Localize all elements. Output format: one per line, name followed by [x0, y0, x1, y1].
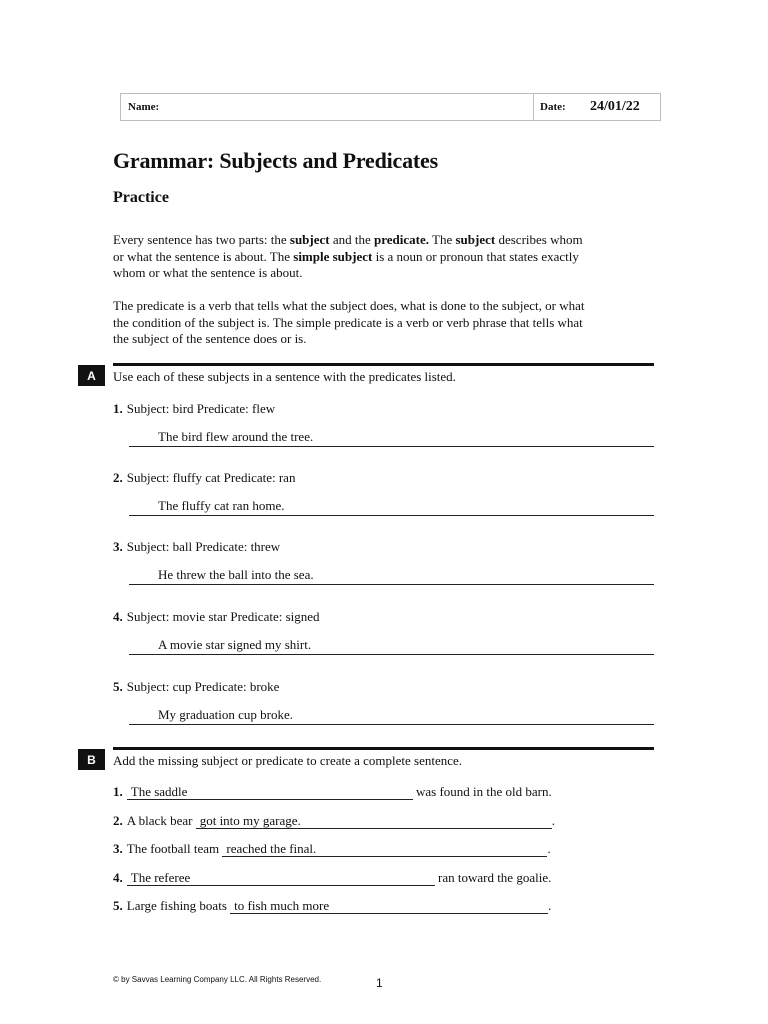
item-prompt: Subject: movie star Predicate: signed: [126, 609, 320, 624]
section-a-item: [113, 539, 280, 555]
item-number: 3.: [113, 539, 123, 554]
intro-run: Every sentence has two parts: the: [113, 232, 290, 247]
item-before-text: The football team: [126, 841, 223, 856]
answer-line[interactable]: [129, 498, 654, 516]
item-number: 1.: [113, 784, 123, 799]
intro-run: is a noun or pronoun that states exactly whom or what the sentence is about.: [113, 248, 579, 280]
item-number: 5.: [113, 679, 123, 694]
page-number: 1: [376, 976, 383, 990]
item-number: 1.: [113, 401, 123, 416]
section-b-item: [113, 870, 551, 888]
item-prompt: Subject: bird Predicate: flew: [126, 401, 276, 416]
section-b-item: [113, 841, 551, 859]
intro-run: predicate.: [374, 232, 430, 247]
item-number: 3.: [113, 841, 123, 856]
answer-line[interactable]: [129, 567, 654, 585]
section-b-item: [113, 813, 555, 831]
answer-text: to fish much more: [234, 898, 330, 913]
header-box: [120, 93, 661, 121]
section-b-instruction: Add the missing subject or predicate to create a complete sentence.: [113, 753, 463, 768]
item-after-text: .: [551, 813, 555, 828]
answer-line[interactable]: [129, 707, 654, 725]
item-before-text: A black bear: [126, 813, 196, 828]
date-label: Date:: [540, 101, 566, 113]
section-a-instruction: Use each of these subjects in a sentence with the predicates listed.: [113, 369, 456, 384]
item-after-text: .: [548, 898, 552, 913]
section-a-item: [113, 470, 295, 486]
copyright-footer: © by Savvas Learning Company LLC. All Rights Reserved.: [113, 975, 322, 984]
intro-run: The: [429, 232, 456, 247]
section-b-badge: B: [78, 749, 105, 770]
intro-paragraph-1: [113, 232, 593, 282]
answer-text: My graduation cup broke.: [158, 707, 294, 722]
answer-text: The referee: [130, 870, 191, 885]
section-a-item: [113, 609, 320, 625]
item-number: 2.: [113, 813, 123, 828]
section-a-item: [113, 679, 279, 695]
name-label: Name:: [128, 101, 160, 113]
answer-blank[interactable]: [196, 813, 552, 829]
answer-blank[interactable]: [127, 784, 413, 800]
section-a-badge: A: [78, 365, 105, 386]
item-after-text: ran toward the goalie.: [434, 870, 552, 885]
section-b-rule: [113, 747, 654, 750]
intro-run: describes whom or what the sentence is about. The: [113, 232, 583, 264]
intro-run: subject: [455, 232, 496, 247]
item-prompt: Subject: ball Predicate: threw: [126, 539, 281, 554]
answer-text: got into my garage.: [199, 813, 301, 828]
section-b-item: [113, 898, 551, 916]
answer-text: The bird flew around the tree.: [158, 429, 314, 444]
section-a-rule: [113, 363, 654, 366]
intro-run: subject: [289, 232, 330, 247]
item-after-text: .: [547, 841, 551, 856]
answer-line[interactable]: [129, 637, 654, 655]
answer-blank[interactable]: [127, 870, 435, 886]
item-prompt: Subject: fluffy cat Predicate: ran: [126, 470, 296, 485]
intro-paragraph-2: The predicate is a verb that tells what the subject does, what is done to the subject, or what the condition of the subject is. The simple predicate is a verb or verb phrase that tells what the subject of the sentence does or is.: [113, 298, 585, 346]
intro-run: and the: [329, 232, 375, 247]
answer-blank[interactable]: [222, 841, 547, 857]
item-number: 4.: [113, 870, 123, 885]
section-b-item: [113, 784, 552, 802]
item-number: 4.: [113, 609, 123, 624]
section-a-item: [113, 401, 275, 417]
answer-blank[interactable]: [230, 898, 548, 914]
answer-line[interactable]: [129, 429, 654, 447]
answer-text: The fluffy cat ran home.: [158, 498, 285, 513]
header-divider: [533, 94, 534, 120]
item-number: 5.: [113, 898, 123, 913]
item-after-text: was found in the old barn.: [412, 784, 552, 799]
answer-text: He threw the ball into the sea.: [158, 567, 314, 582]
answer-text: A movie star signed my shirt.: [158, 637, 312, 652]
section-subtitle: Practice: [113, 189, 169, 206]
answer-text: The saddle: [130, 784, 188, 799]
date-value: 24/01/22: [590, 99, 640, 114]
page-title: Grammar: Subjects and Predicates: [113, 148, 438, 173]
item-number: 2.: [113, 470, 123, 485]
intro-run: simple subject: [293, 248, 373, 264]
item-prompt: Subject: cup Predicate: broke: [126, 679, 280, 694]
item-before-text: Large fishing boats: [126, 898, 231, 913]
answer-text: reached the final.: [226, 841, 317, 856]
